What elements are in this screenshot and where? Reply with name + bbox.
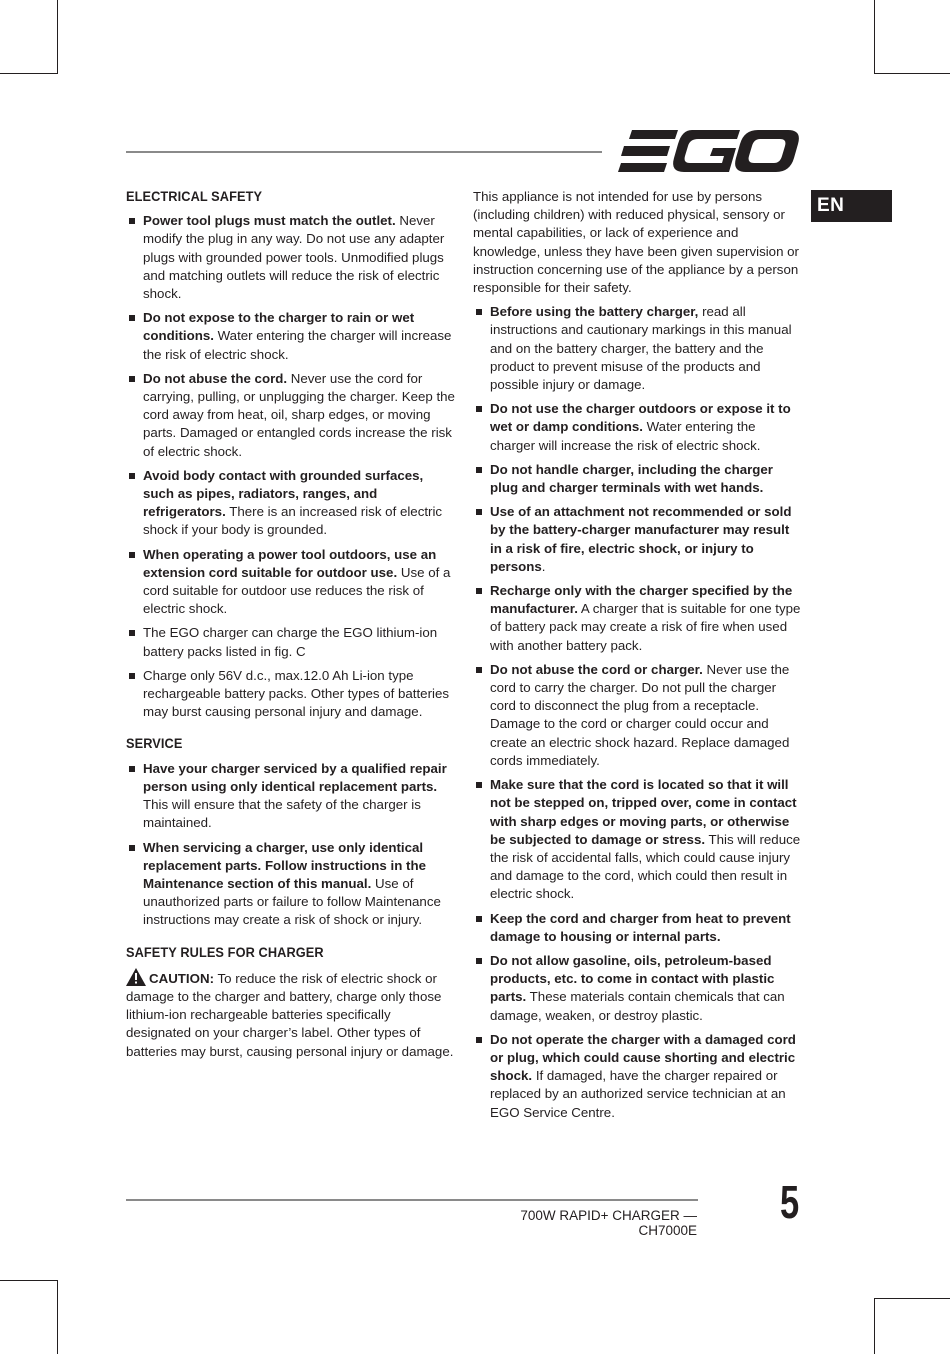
left-column <box>126 188 456 1061</box>
ego-logo <box>618 130 800 172</box>
crop-mark <box>0 73 58 74</box>
right-column <box>473 188 803 1136</box>
section-heading-charger-rules: SAFETY RULES FOR CHARGER <box>126 944 324 961</box>
list-item: Do not abuse the cord. Never use the cord for carrying, pulling, or unplugging the charger. Keep the cord away from heat, oil, sharp edges, or moving parts. Damaged or entangled cords increase the risk of electric shock. <box>126 370 456 461</box>
section-heading-service: SERVICE <box>126 736 183 753</box>
list-item: Do not use the charger outdoors or expose it to wet or damp conditions. Water entering the charger will increase the risk of electric shock. <box>473 400 803 455</box>
list-item: Do not allow gasoline, oils, petroleum-based products, etc. to come in contact with plastic parts. These materials contain chemicals that can damage, weaken, or destroy plastic. <box>473 952 803 1025</box>
header-rule <box>126 151 602 153</box>
list-item: Avoid body contact with grounded surfaces, such as pipes, radiators, ranges, and refrigerators. There is an increased risk of electric shock if your body is grounded. <box>126 467 456 540</box>
page-number: 5 <box>780 1176 800 1228</box>
list-item: Do not abuse the cord or charger. Never use the cord to carry the charger. Do not pull the charger cord to disconnect the plug from a receptacle. Damage to the cord or charger could occur and create an electric shock hazard. Replace damaged cords immediately. <box>473 661 803 770</box>
crop-mark <box>874 1298 950 1299</box>
list-item: Keep the cord and charger from heat to prevent damage to housing or internal parts. <box>473 910 803 946</box>
list-item: Make sure that the cord is located so that it will not be stepped on, tripped over, come in contact with sharp edges or moving parts, or otherwise be subjected to damage or stress. This will reduce the risk of accidental falls, which could cause injury and damage to the cord, which could then result in electric shock. <box>473 776 803 903</box>
electrical-safety-list <box>126 212 456 721</box>
list-item: Have your charger serviced by a qualified repair person using only identical replacement parts. This will ensure that the safety of the charger is maintained. <box>126 760 456 833</box>
section-heading-electrical-safety: ELECTRICAL SAFETY <box>126 189 263 205</box>
list-item: Do not expose to the charger to rain or wet conditions. Water entering the charger will increase the risk of electric shock. <box>126 309 456 364</box>
list-item: Use of an attachment not recommended or sold by the battery-charger manufacturer may result in a risk of fire, electric shock, or injury to persons. <box>473 503 803 576</box>
crop-mark <box>874 0 875 74</box>
caution-paragraph <box>126 968 456 1061</box>
list-item: When operating a power tool outdoors, use an extension cord suitable for outdoor use. Use of a cord suitable for outdoor use reduces the risk of electric shock. <box>126 546 456 619</box>
intro-paragraph: This appliance is not intended for use by persons (including children) with reduced physical, sensory or mental capabilities, or lack of experience and knowledge, unless they have been given supervision or instruction concerning use of the appliance by a person responsible for their safety. <box>473 189 799 296</box>
list-item: Recharge only with the charger specified by the manufacturer. A charger that is suitable for one type of battery pack may create a risk of fire when used with another battery pack. <box>473 582 803 655</box>
list-item: Charge only 56V d.c., max.12.0 Ah Li-ion type rechargeable battery packs. Other types of batteries may burst causing personal injury and damage. <box>126 667 456 722</box>
footer-rule <box>126 1199 698 1201</box>
list-item: Do not operate the charger with a damaged cord or plug, which could cause shorting and electric shock. If damaged, have the charger repaired or replaced by an authorized service technician at an EGO Service Centre. <box>473 1031 803 1122</box>
list-item: Power tool plugs must match the outlet. Never modify the plug in any way. Do not use any adapter plugs with grounded power tools. Unmodified plugs and matching outlets will reduce the risk of electric shock. <box>126 212 456 303</box>
list-item: When servicing a charger, use only identical replacement parts. Follow instructions in the Maintenance section of this manual. Use of unauthorized parts or failure to follow Maintenance instructions may create a risk of shock or injury. <box>126 839 456 930</box>
caution-label: CAUTION: <box>149 970 214 986</box>
caution-text: To reduce the risk of electric shock or damage to the charger and battery, charge only those lithium-ion rechargeable batteries specifically designated on your charger’s label. Other types of batteries may burst, causing personal injury or damage. <box>126 970 454 1059</box>
charger-safety-list <box>473 303 803 1122</box>
footer-product-title: 700W RAPID+ CHARGER — CH7000E <box>520 1208 697 1238</box>
list-item: The EGO charger can charge the EGO lithium-ion battery packs listed in fig. C <box>126 624 456 660</box>
crop-mark <box>874 1298 875 1354</box>
crop-mark <box>874 73 950 74</box>
language-tab: EN <box>811 190 892 222</box>
service-list <box>126 760 456 930</box>
list-item: Do not handle charger, including the charger plug and charger terminals with wet hands. <box>473 461 803 497</box>
warning-triangle-icon <box>126 968 146 986</box>
crop-mark <box>57 1280 58 1354</box>
list-item: Before using the battery charger, read all instructions and cautionary markings in this manual and on the battery charger, the battery and the product to prevent misuse of the products and possible injury or damage. <box>473 303 803 394</box>
crop-mark <box>57 0 58 74</box>
crop-mark <box>0 1280 58 1281</box>
